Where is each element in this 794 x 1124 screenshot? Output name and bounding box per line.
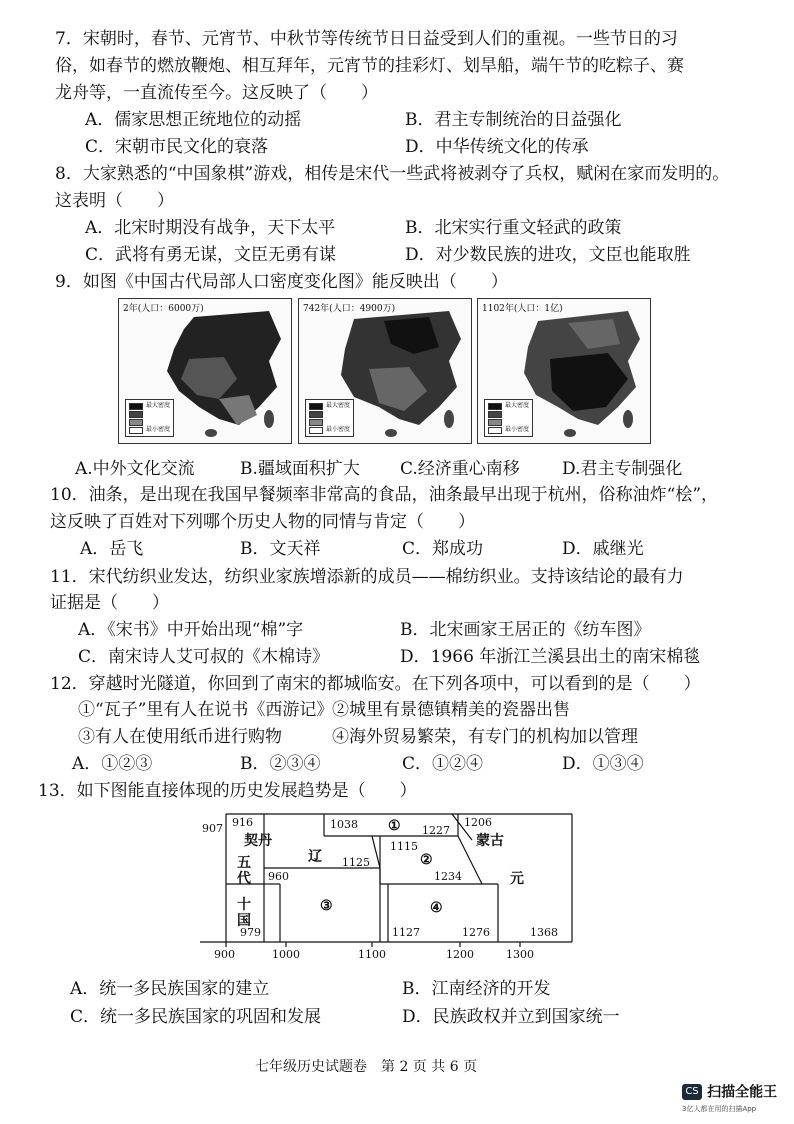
- map-legend: [484, 399, 533, 437]
- axis-label-900: 900: [214, 948, 235, 961]
- q8-option-c: C．武将有勇无谋，文臣无勇有谋: [85, 245, 337, 265]
- legend-row-min: 最小密度: [488, 426, 529, 434]
- q9-stem: 9．如图《中国古代局部人口密度变化图》能反映出（ ）: [55, 272, 508, 292]
- q9-option-d: D.君主专制强化: [562, 459, 683, 479]
- dynasty-timeline: [200, 812, 580, 961]
- q11-stem-line-1: 11．宋代纺织业发达，纺织业家族增添新的成员——棉纺织业。支持该结论的最有力: [50, 567, 684, 587]
- axis-label-1000: 1000: [272, 948, 300, 961]
- q7-option-d: D．中华传统文化的传承: [405, 137, 589, 157]
- map-caption: 742年(人口：4900万): [303, 304, 396, 314]
- legend-row-3: [309, 418, 350, 426]
- q10-stem-line-1: 10．油条，是出现在我国早餐频率非常高的食品，油条最早出现于杭州，俗称油炸“桧”，: [50, 485, 719, 505]
- population-map-1102: [477, 298, 651, 444]
- q10-option-c: C．郑成功: [402, 539, 484, 559]
- axis-label-1200: 1200: [446, 948, 474, 961]
- year-1038: 1038: [330, 818, 358, 831]
- year-916: 916: [232, 816, 253, 829]
- q7-option-a: A．儒家思想正统地位的动摇: [85, 110, 302, 130]
- circle-4: ④: [430, 900, 443, 916]
- label-shi: 十: [237, 897, 251, 913]
- q13-option-c: C．统一多民族国家的巩固和发展: [70, 1007, 322, 1027]
- label-menggu: 蒙古: [476, 833, 504, 849]
- year-1368: 1368: [530, 926, 558, 939]
- q8-option-b: B．北宋实行重文轻武的政策: [405, 218, 622, 238]
- q12-option-d: D．①③④: [562, 754, 644, 774]
- q11-option-a: A．《宋书》中开始出现“棉”字: [78, 620, 304, 640]
- circle-3: ③: [320, 898, 333, 914]
- q7-stem-line-2: 俗，如春节的燃放鞭炮、相互拜年，元宵节的挂彩灯、划旱船，端午节的吃粽子、赛: [55, 56, 684, 76]
- scanner-watermark: [682, 1081, 777, 1114]
- q12-item-2: ②城里有景德镇精美的瓷器出售: [332, 700, 570, 720]
- q11-stem-line-2: 证据是（ ）: [50, 593, 169, 613]
- map-legend: [125, 399, 174, 437]
- legend-row-2: [129, 410, 170, 418]
- year-1115: 1115: [390, 840, 418, 853]
- q8-option-d: D．对少数民族的进攻，文臣也能取胜: [405, 245, 691, 265]
- population-map-742: [298, 298, 472, 444]
- legend-row-min: 最小密度: [309, 426, 350, 434]
- legend-row-max: 最大密度: [129, 402, 170, 410]
- q13-option-b: B．江南经济的开发: [402, 979, 551, 999]
- map-caption: 1102年(人口：1亿): [482, 304, 563, 314]
- q10-option-a: A．岳飞: [80, 539, 144, 559]
- q9-option-a: A.中外文化交流: [75, 459, 195, 479]
- q8-stem-line-1: 8．大家熟悉的“中国象棋”游戏，相传是宋代一些武将被剥夺了兵权，赋闲在家而发明的。: [55, 164, 730, 184]
- legend-row-max: 最大密度: [309, 402, 350, 410]
- label-wu: 五: [237, 855, 251, 871]
- legend-row-2: [488, 410, 529, 418]
- year-960: 960: [268, 870, 289, 883]
- q12-option-a: A．①②③: [72, 754, 153, 774]
- year-1276: 1276: [462, 926, 490, 939]
- q7-option-b: B．君主专制统治的日益强化: [405, 110, 622, 130]
- q8-option-a: A．北宋时期没有战争，天下太平: [85, 218, 336, 238]
- label-liao: 辽: [308, 849, 322, 865]
- q10-option-b: B．文天祥: [240, 539, 321, 559]
- axis-label-1300: 1300: [506, 948, 534, 961]
- legend-row-min: 最小密度: [129, 426, 170, 434]
- label-guo: 国: [237, 913, 251, 929]
- q11-option-c: C．南宋诗人艾可叔的《木棉诗》: [78, 647, 330, 667]
- q12-item-4: ④海外贸易繁荣，有专门的机构加以管理: [332, 727, 638, 747]
- q10-stem-line-2: 这反映了百姓对下列哪个历史人物的同情与肯定（ ）: [50, 512, 475, 532]
- legend-row-2: [309, 410, 350, 418]
- label-qidan: 契丹: [244, 833, 272, 849]
- q12-item-1: ①“瓦子”里有人在说书《西游记》: [78, 700, 334, 720]
- circle-2: ②: [420, 852, 433, 868]
- q13-stem: 13．如下图能直接体现的历史发展趋势是（ ）: [38, 781, 417, 801]
- label-dai: 代: [237, 871, 251, 887]
- year-1206: 1206: [464, 816, 492, 829]
- year-1227: 1227: [422, 824, 450, 837]
- watermark-subtitle: 3亿人都在用的扫描App: [682, 1104, 757, 1113]
- q9-option-b: B.疆域面积扩大: [240, 459, 360, 479]
- q10-option-d: D．戚继光: [562, 539, 644, 559]
- q7-stem-line-3: 龙舟等，一直流传至今。这反映了（ ）: [55, 83, 378, 103]
- q12-option-c: C．①②④: [402, 754, 484, 774]
- map-caption: 2年(人口：6000万): [123, 304, 204, 314]
- year-907: 907: [202, 822, 223, 835]
- year-979: 979: [240, 926, 261, 939]
- axis-label-1100: 1100: [358, 948, 386, 961]
- q12-stem: 12．穿越时光隧道，你回到了南宋的都城临安。在下列各项中，可以看到的是（ ）: [50, 674, 701, 694]
- q13-option-d: D．民族政权并立到国家统一: [402, 1007, 620, 1027]
- q11-option-b: B．北宋画家王居正的《纺车图》: [400, 620, 651, 640]
- legend-row-3: [488, 418, 529, 426]
- q8-stem-line-2: 这表明（ ）: [55, 191, 174, 211]
- label-yuan: 元: [510, 871, 524, 887]
- watermark-name: 扫描全能王: [707, 1084, 778, 1101]
- q12-item-3: ③有人在使用纸币进行购物: [78, 727, 282, 747]
- legend-row-max: 最大密度: [488, 402, 529, 410]
- q7-stem-line-1: 7．宋朝时，春节、元宵节、中秋节等传统节日日益受到人们的重视。一些节日的习: [55, 29, 678, 49]
- year-1125: 1125: [342, 856, 370, 869]
- year-1127: 1127: [392, 926, 420, 939]
- circle-1: ①: [388, 818, 401, 834]
- q13-option-a: A．统一多民族国家的建立: [70, 979, 270, 999]
- q11-option-d: D．1966 年浙江兰溪县出土的南宋棉毯: [400, 647, 701, 667]
- q12-option-b: B．②③④: [240, 754, 321, 774]
- year-1234: 1234: [434, 870, 462, 883]
- map-legend: [305, 399, 354, 437]
- page-footer: 七年级历史试题卷 第 2 页 共 6 页: [255, 1059, 478, 1075]
- q7-option-c: C．宋朝市民文化的衰落: [85, 137, 269, 157]
- q9-option-c: C.经济重心南移: [400, 459, 520, 479]
- population-map-2ad: [118, 298, 292, 444]
- legend-row-3: [129, 418, 170, 426]
- camscanner-logo-icon: CS: [682, 1084, 702, 1100]
